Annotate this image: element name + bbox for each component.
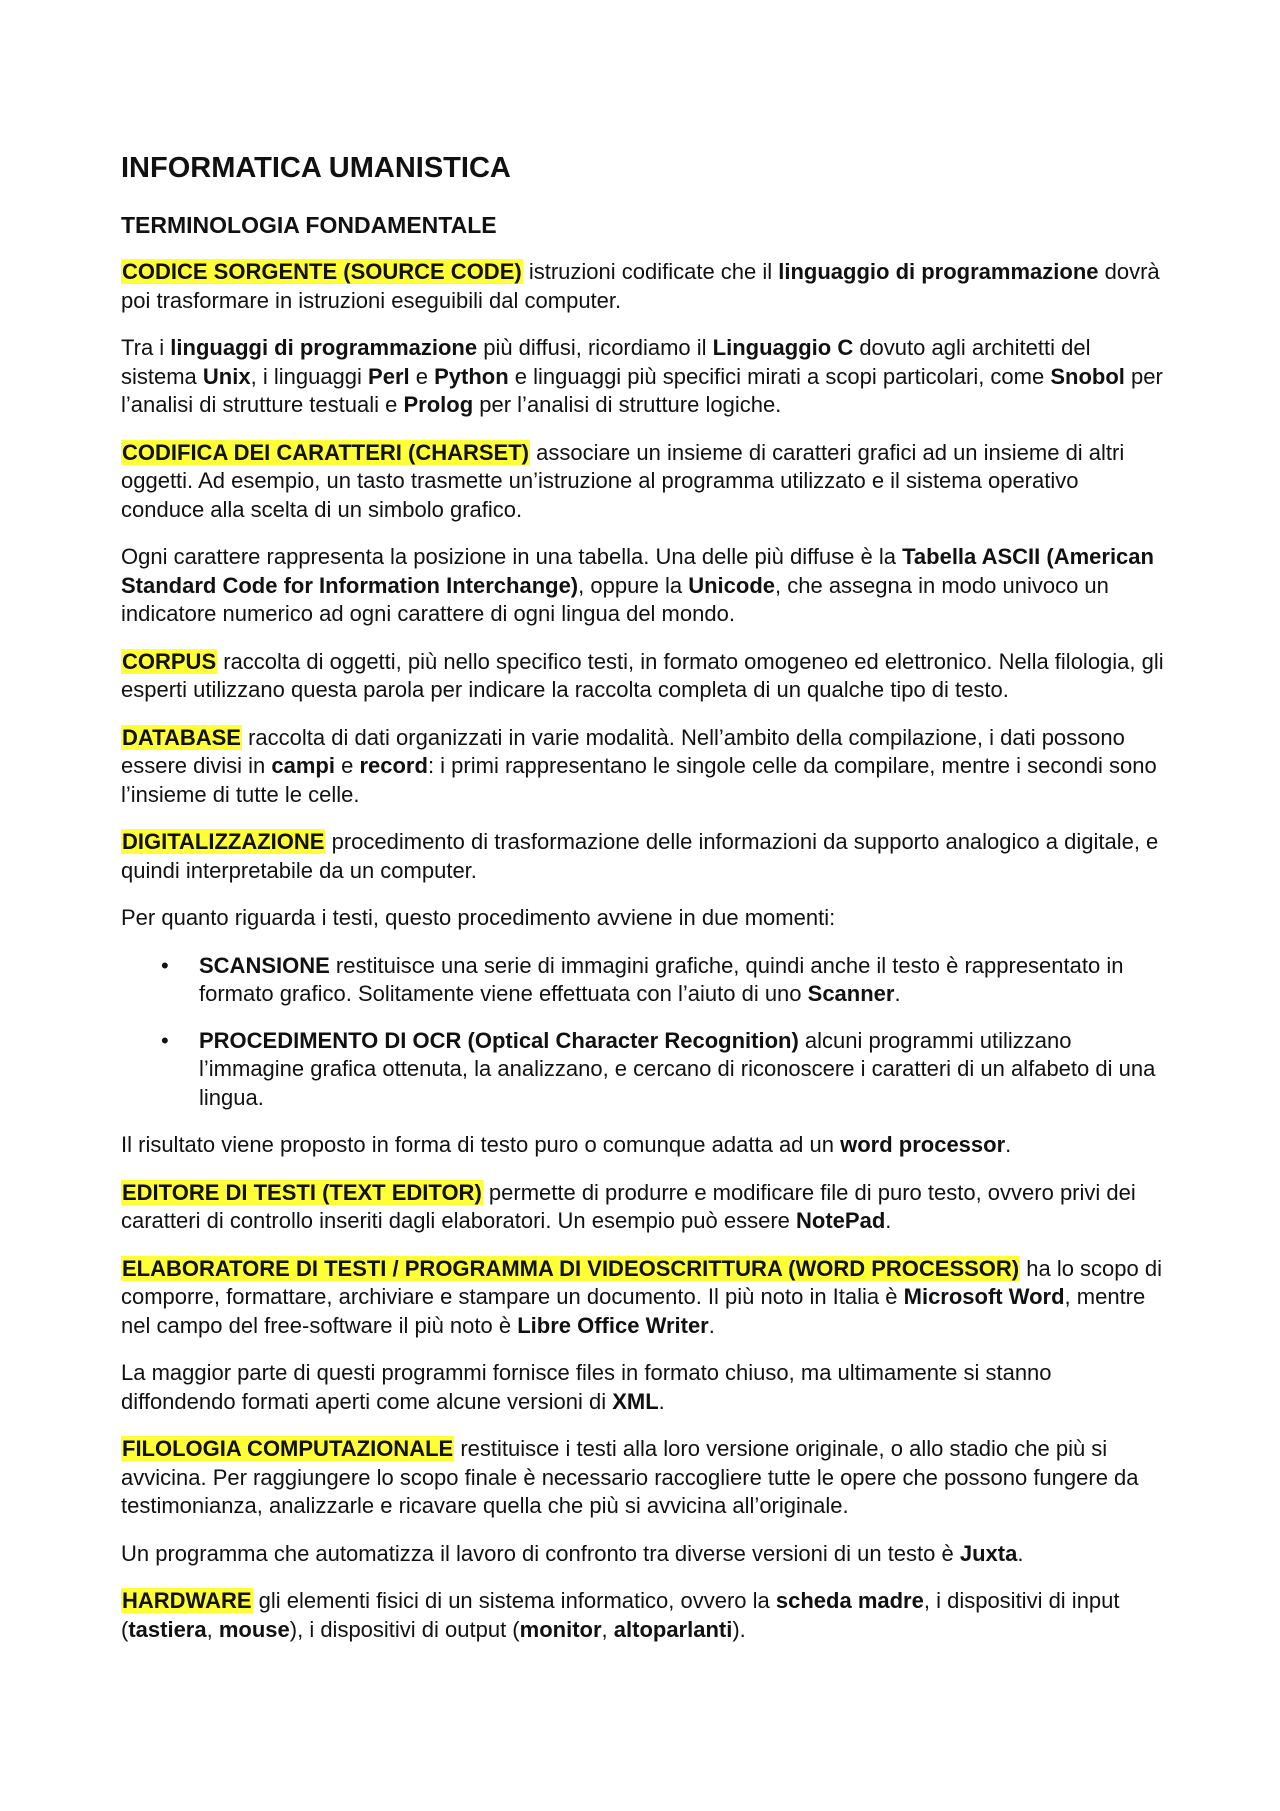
term-highlight: FILOLOGIA COMPUTAZIONALE [122, 1436, 454, 1461]
entry-corpus: CORPUS raccolta di oggetti, più nello specifico testi, in formato omogeneo ed elettronico. Nella filologia, gli esperti utilizzano questa parola per indicare la raccolta completa di un qualche tipo di testo. [121, 648, 1164, 702]
term-highlight: CORPUS [122, 648, 217, 674]
term-highlight: CODIFICA DEI CARATTERI (CHARSET) [122, 439, 529, 465]
bullet-icon: • [161, 952, 169, 978]
entry-text-editor: EDITORE DI TESTI (TEXT EDITOR) permette di produrre e modificare file di puro testo, ovvero privi dei caratteri di controllo inseriti dagli elaboratori. Un esempio può essere NotePad. [121, 1179, 1136, 1233]
section-subtitle: TERMINOLOGIA FONDAMENTALE [121, 212, 497, 238]
entry-digitalizzazione: DIGITALIZZAZIONE procedimento di trasformazione delle informazioni da supporto analogico a digitale, e quindi interpretabile da un computer. [121, 829, 1159, 883]
document-page [121, 150, 1166, 1663]
entry-charset: CODIFICA DEI CARATTERI (CHARSET) associare un insieme di caratteri grafici ad un insieme di altri oggetti. Ad esempio, un tasto trasmette un’istruzione al programma utilizzato e il sistema operativo conduce alla scelta di un simbolo grafico. [121, 439, 1125, 522]
term-highlight: DATABASE [122, 724, 241, 750]
entry-hardware: HARDWARE gli elementi fisici di un sistema informatico, ovvero la scheda madre, i dispositivi di input (tastiera, mouse), i dispositivi di output (monitor, altoparlanti). [121, 1588, 1120, 1642]
paragraph-juxta: Un programma che automatizza il lavoro di confronto tra diverse versioni di un testo è Juxta. [121, 1540, 1024, 1566]
entry-source-code: CODICE SORGENTE (SOURCE CODE) istruzioni codificate che il linguaggio di programmazione dovrà poi trasformare in istruzioni eseguibili dal computer. [121, 259, 1160, 313]
document-title: INFORMATICA UMANISTICA [121, 152, 511, 184]
entry-word-processor: ELABORATORE DI TESTI / PROGRAMMA DI VIDEOSCRITTURA (WORD PROCESSOR) ha lo scopo di comporre, formattare, archiviare e stampare un documento. Il più noto in Italia è Microsoft Word, mentre nel campo del free-software il più noto è Libre Office Writer. [121, 1255, 1162, 1338]
term-highlight: EDITORE DI TESTI (TEXT EDITOR) [122, 1179, 482, 1205]
list-item: • SCANSIONE restituisce una serie di immagini grafiche, quindi anche il testo è rappresentato in formato grafico. Solitamente viene effettuata con l’aiuto di uno Scanner. [161, 952, 1124, 1006]
paragraph-languages: Tra i linguaggi di programmazione più diffusi, ricordiamo il Linguaggio C dovuto agli architetti del sistema Unix, i linguaggi Perl e Python e linguaggi più specifici mirati a scopi particolari, come Snobol per l’analisi di strutture testuali e Prolog per l’analisi di strutture logiche. [121, 335, 1163, 417]
list-item: • PROCEDIMENTO DI OCR (Optical Character Recognition) alcuni programmi utilizzano l’immagine grafica ottenuta, la analizzano, e cercano di riconoscere i caratteri di un alfabeto di una lingua. [161, 1027, 1156, 1110]
paragraph-formats: La maggior parte di questi programmi fornisce files in formato chiuso, ma ultimamente si stanno diffondendo formati aperti come alcune versioni di XML. [121, 1360, 1052, 1414]
term-highlight: HARDWARE [122, 1588, 252, 1613]
paragraph-two-moments: Per quanto riguarda i testi, questo procedimento avviene in due momenti: [121, 905, 836, 930]
paragraph-result: Il risultato viene proposto in forma di testo puro o comunque adatta ad un word processor. [121, 1132, 1012, 1157]
term-highlight: DIGITALIZZAZIONE [122, 829, 325, 854]
term-highlight: ELABORATORE DI TESTI / PROGRAMMA DI VIDEOSCRITTURA (WORD PROCESSOR) [122, 1255, 1020, 1281]
term-highlight: CODICE SORGENTE (SOURCE CODE) [122, 259, 522, 284]
paragraph-ascii: Ogni carattere rappresenta la posizione in una tabella. Una delle più diffuse è la Tabella ASCII (American Standard Code for Information Interchange), oppure la Unicode, che assegna in modo univoco un indicatore numerico ad ogni carattere di ogni lingua del mondo. [121, 544, 1154, 626]
entry-filologia: FILOLOGIA COMPUTAZIONALE restituisce i testi alla loro versione originale, o allo stadio che più si avvicina. Per raggiungere lo scopo finale è necessario raccogliere tutte le opere che possono fungere da testimonianza, analizzarle e ricavare quella che più si avvicina all’originale. [121, 1436, 1139, 1518]
bullet-icon: • [161, 1027, 169, 1053]
bullet-list [121, 952, 1166, 1113]
entry-database: DATABASE raccolta di dati organizzati in varie modalità. Nell’ambito della compilazione, i dati possono essere divisi in campi e record: i primi rappresentano le singole celle da compilare, mentre i secondi sono l’insieme di tutte le celle. [121, 724, 1157, 807]
